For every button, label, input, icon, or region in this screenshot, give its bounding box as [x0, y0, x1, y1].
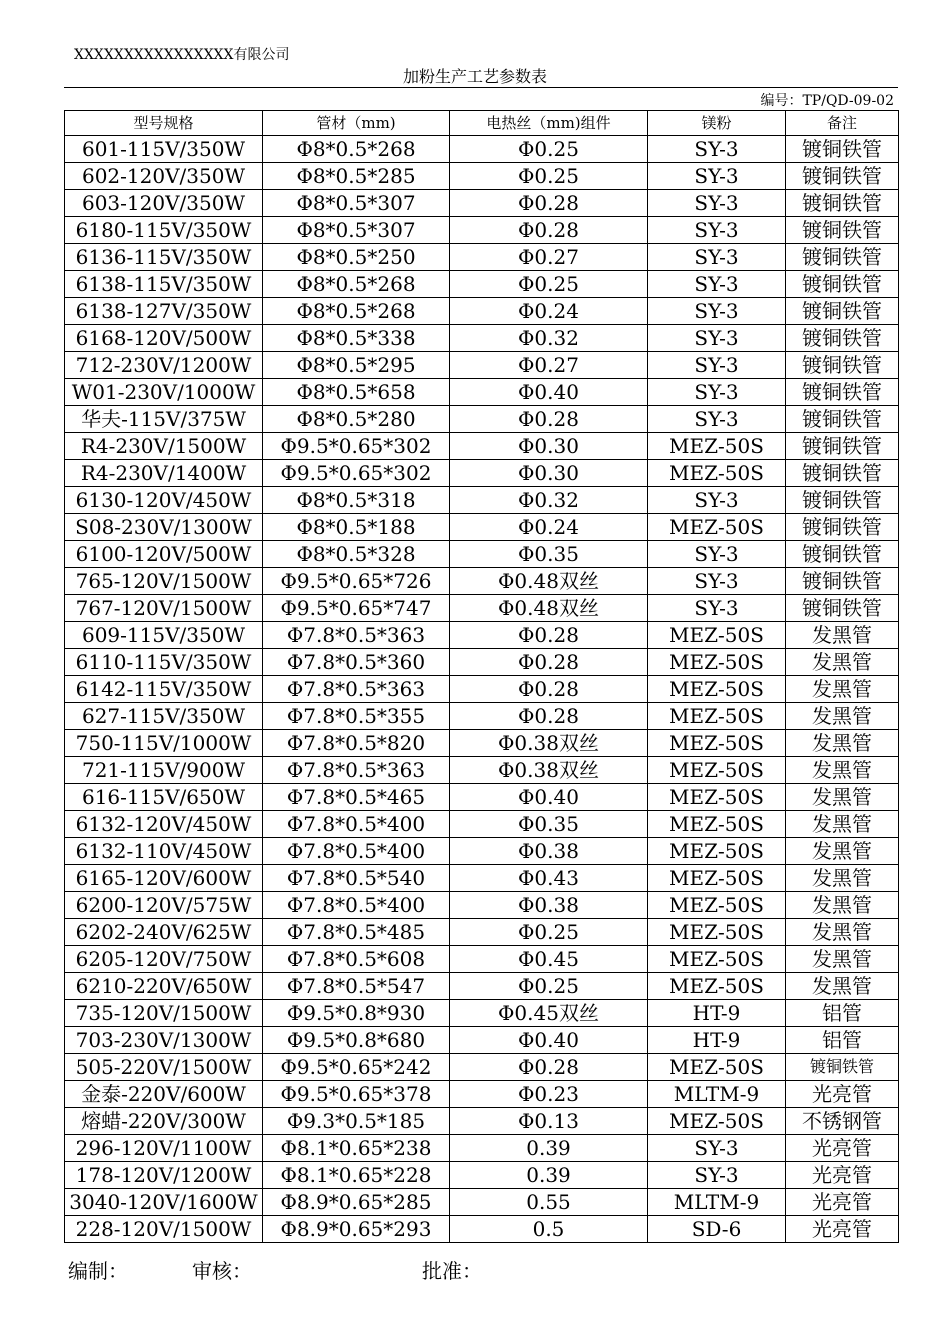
table-row — [65, 190, 899, 217]
heating-wire-cell: Φ0.13 — [450, 1108, 648, 1135]
model-spec-cell: W01-230V/1000W — [65, 379, 263, 406]
remarks-cell: 发黑管 — [786, 676, 899, 703]
remarks-cell: 镀铜铁管 — [786, 325, 899, 352]
model-spec-cell: 616-115V/650W — [65, 784, 263, 811]
model-spec-cell: 228-120V/1500W — [65, 1216, 263, 1243]
table-row — [65, 1189, 899, 1216]
heating-wire-cell: Φ0.28 — [450, 1054, 648, 1081]
tube-material-cell: Φ8*0.5*268 — [263, 298, 450, 325]
heating-wire-cell: Φ0.40 — [450, 784, 648, 811]
remarks-cell: 光亮管 — [786, 1081, 899, 1108]
tube-material-cell: Φ8*0.5*285 — [263, 163, 450, 190]
magnesium-powder-cell: SY-3 — [648, 244, 786, 271]
remarks-cell: 发黑管 — [786, 973, 899, 1000]
model-spec-cell: 750-115V/1000W — [65, 730, 263, 757]
table-row — [65, 973, 899, 1000]
remarks-cell: 发黑管 — [786, 919, 899, 946]
magnesium-powder-cell: MEZ-50S — [648, 514, 786, 541]
remarks-cell: 镀铜铁管 — [786, 406, 899, 433]
tube-material-cell: Φ8.9*0.65*293 — [263, 1216, 450, 1243]
remarks-cell: 发黑管 — [786, 622, 899, 649]
remarks-cell: 镀铜铁管 — [786, 595, 899, 622]
magnesium-powder-cell: SY-3 — [648, 487, 786, 514]
model-spec-cell: 6110-115V/350W — [65, 649, 263, 676]
table-row — [65, 352, 899, 379]
heating-wire-cell: Φ0.27 — [450, 352, 648, 379]
remarks-cell: 镀铜铁管 — [786, 379, 899, 406]
tube-material-cell: Φ7.8*0.5*485 — [263, 919, 450, 946]
table-row — [65, 595, 899, 622]
heating-wire-cell: Φ0.48双丝 — [450, 568, 648, 595]
heating-wire-cell: Φ0.40 — [450, 1027, 648, 1054]
tube-material-cell: Φ8*0.5*307 — [263, 217, 450, 244]
remarks-cell: 发黑管 — [786, 838, 899, 865]
remarks-cell: 光亮管 — [786, 1162, 899, 1189]
table-row — [65, 1054, 899, 1081]
model-spec-cell: 603-120V/350W — [65, 190, 263, 217]
table-row — [65, 163, 899, 190]
remarks-cell: 镀铜铁管 — [786, 433, 899, 460]
table-row — [65, 514, 899, 541]
model-spec-cell: 6138-115V/350W — [65, 271, 263, 298]
document-title: 加粉生产工艺参数表 — [402, 67, 547, 86]
magnesium-powder-cell: MEZ-50S — [648, 919, 786, 946]
table-row — [65, 487, 899, 514]
magnesium-powder-cell: SY-3 — [648, 541, 786, 568]
magnesium-powder-cell: MEZ-50S — [648, 676, 786, 703]
tube-material-cell: Φ8*0.5*280 — [263, 406, 450, 433]
heating-wire-cell: Φ0.25 — [450, 919, 648, 946]
model-spec-cell: 6136-115V/350W — [65, 244, 263, 271]
tube-material-cell: Φ9.3*0.5*185 — [263, 1108, 450, 1135]
model-spec-cell: 6132-110V/450W — [65, 838, 263, 865]
remarks-cell: 镀铜铁管 — [786, 217, 899, 244]
tube-material-cell: Φ8*0.5*295 — [263, 352, 450, 379]
magnesium-powder-cell: MEZ-50S — [648, 784, 786, 811]
magnesium-powder-cell: MEZ-50S — [648, 946, 786, 973]
heating-wire-cell: Φ0.23 — [450, 1081, 648, 1108]
remarks-cell: 不锈钢管 — [786, 1108, 899, 1135]
table-row — [65, 1216, 899, 1243]
remarks-cell: 发黑管 — [786, 811, 899, 838]
magnesium-powder-cell: SY-3 — [648, 271, 786, 298]
magnesium-powder-cell: SY-3 — [648, 190, 786, 217]
tube-material-cell: Φ7.8*0.5*363 — [263, 757, 450, 784]
remarks-cell: 镀铜铁管 — [786, 1054, 899, 1081]
heating-wire-cell: 0.55 — [450, 1189, 648, 1216]
model-spec-cell: 6132-120V/450W — [65, 811, 263, 838]
table-header-row — [65, 111, 899, 136]
tube-material-cell: Φ9.5*0.65*747 — [263, 595, 450, 622]
remarks-cell: 镀铜铁管 — [786, 136, 899, 163]
model-spec-cell: 6210-220V/650W — [65, 973, 263, 1000]
magnesium-powder-cell: SY-3 — [648, 595, 786, 622]
tube-material-cell: Φ7.8*0.5*608 — [263, 946, 450, 973]
magnesium-powder-cell: SY-3 — [648, 298, 786, 325]
magnesium-powder-cell: MEZ-50S — [648, 649, 786, 676]
model-spec-cell: R4-230V/1500W — [65, 433, 263, 460]
table-row — [65, 865, 899, 892]
model-spec-cell: 703-230V/1300W — [65, 1027, 263, 1054]
tube-material-cell: Φ8*0.5*658 — [263, 379, 450, 406]
company-name: XXXXXXXXXXXXXXXX有限公司 — [74, 47, 290, 63]
heating-wire-cell: Φ0.38双丝 — [450, 757, 648, 784]
model-spec-cell: 178-120V/1200W — [65, 1162, 263, 1189]
heating-wire-cell: Φ0.32 — [450, 487, 648, 514]
process-parameter-table — [64, 110, 899, 1243]
heating-wire-cell: Φ0.35 — [450, 541, 648, 568]
magnesium-powder-cell: SY-3 — [648, 352, 786, 379]
table-row — [65, 838, 899, 865]
header-heating-wire: 电热丝（mm)组件 — [450, 111, 648, 136]
heating-wire-cell: Φ0.24 — [450, 298, 648, 325]
magnesium-powder-cell: MEZ-50S — [648, 865, 786, 892]
tube-material-cell: Φ7.8*0.5*547 — [263, 973, 450, 1000]
table-row — [65, 892, 899, 919]
table-row — [65, 1081, 899, 1108]
magnesium-powder-cell: MEZ-50S — [648, 973, 786, 1000]
remarks-cell: 镀铜铁管 — [786, 541, 899, 568]
magnesium-powder-cell: MLTM-9 — [648, 1189, 786, 1216]
magnesium-powder-cell: MEZ-50S — [648, 838, 786, 865]
remarks-cell: 发黑管 — [786, 865, 899, 892]
heating-wire-cell: Φ0.24 — [450, 514, 648, 541]
magnesium-powder-cell: MEZ-50S — [648, 892, 786, 919]
table-row — [65, 676, 899, 703]
table-row — [65, 379, 899, 406]
model-spec-cell: 6205-120V/750W — [65, 946, 263, 973]
tube-material-cell: Φ7.8*0.5*540 — [263, 865, 450, 892]
table-row — [65, 622, 899, 649]
model-spec-cell: 609-115V/350W — [65, 622, 263, 649]
model-spec-cell: 华夫-115V/375W — [65, 406, 263, 433]
remarks-cell: 镀铜铁管 — [786, 487, 899, 514]
heating-wire-cell: Φ0.35 — [450, 811, 648, 838]
magnesium-powder-cell: SD-6 — [648, 1216, 786, 1243]
remarks-cell: 发黑管 — [786, 784, 899, 811]
tube-material-cell: Φ9.5*0.65*302 — [263, 433, 450, 460]
magnesium-powder-cell: MEZ-50S — [648, 433, 786, 460]
table-row — [65, 271, 899, 298]
magnesium-powder-cell: SY-3 — [648, 379, 786, 406]
table-row — [65, 325, 899, 352]
heating-wire-cell: Φ0.25 — [450, 973, 648, 1000]
heating-wire-cell: Φ0.43 — [450, 865, 648, 892]
table-row — [65, 568, 899, 595]
table-row — [65, 649, 899, 676]
table-row — [65, 217, 899, 244]
table-row — [65, 1162, 899, 1189]
footer-compiled-label: 编制： — [68, 1259, 128, 1283]
model-spec-cell: 金泰-220V/600W — [65, 1081, 263, 1108]
table-row — [65, 541, 899, 568]
heating-wire-cell: 0.5 — [450, 1216, 648, 1243]
model-spec-cell: 6200-120V/575W — [65, 892, 263, 919]
remarks-cell: 发黑管 — [786, 757, 899, 784]
model-spec-cell: 熔蜡-220V/300W — [65, 1108, 263, 1135]
heating-wire-cell: Φ0.38 — [450, 892, 648, 919]
tube-material-cell: Φ7.8*0.5*400 — [263, 838, 450, 865]
header-rule — [64, 87, 898, 88]
heating-wire-cell: Φ0.28 — [450, 676, 648, 703]
tube-material-cell: Φ7.8*0.5*355 — [263, 703, 450, 730]
tube-material-cell: Φ8*0.5*188 — [263, 514, 450, 541]
remarks-cell: 发黑管 — [786, 730, 899, 757]
model-spec-cell: 6165-120V/600W — [65, 865, 263, 892]
model-spec-cell: R4-230V/1400W — [65, 460, 263, 487]
tube-material-cell: Φ8*0.5*328 — [263, 541, 450, 568]
table-row — [65, 136, 899, 163]
tube-material-cell: Φ8.9*0.65*285 — [263, 1189, 450, 1216]
model-spec-cell: 6202-240V/625W — [65, 919, 263, 946]
heating-wire-cell: Φ0.28 — [450, 703, 648, 730]
remarks-cell: 镀铜铁管 — [786, 190, 899, 217]
remarks-cell: 镀铜铁管 — [786, 514, 899, 541]
magnesium-powder-cell: SY-3 — [648, 1135, 786, 1162]
footer-approved-label: 批准： — [422, 1259, 482, 1283]
table-row — [65, 460, 899, 487]
document-code: 编号：TP/QD-09-02 — [760, 93, 894, 109]
tube-material-cell: Φ8.1*0.65*228 — [263, 1162, 450, 1189]
heating-wire-cell: 0.39 — [450, 1135, 648, 1162]
magnesium-powder-cell: HT-9 — [648, 1000, 786, 1027]
table-row — [65, 784, 899, 811]
remarks-cell: 镀铜铁管 — [786, 163, 899, 190]
tube-material-cell: Φ8*0.5*250 — [263, 244, 450, 271]
heating-wire-cell: Φ0.30 — [450, 460, 648, 487]
magnesium-powder-cell: SY-3 — [648, 163, 786, 190]
header-model-spec: 型号规格 — [65, 111, 263, 136]
tube-material-cell: Φ9.5*0.65*302 — [263, 460, 450, 487]
magnesium-powder-cell: SY-3 — [648, 136, 786, 163]
heating-wire-cell: Φ0.38 — [450, 838, 648, 865]
remarks-cell: 铝管 — [786, 1000, 899, 1027]
footer-reviewed-label: 审核： — [192, 1259, 252, 1283]
model-spec-cell: 765-120V/1500W — [65, 568, 263, 595]
heating-wire-cell: 0.39 — [450, 1162, 648, 1189]
model-spec-cell: 712-230V/1200W — [65, 352, 263, 379]
magnesium-powder-cell: MEZ-50S — [648, 1054, 786, 1081]
heating-wire-cell: Φ0.30 — [450, 433, 648, 460]
magnesium-powder-cell: MEZ-50S — [648, 757, 786, 784]
tube-material-cell: Φ8*0.5*268 — [263, 136, 450, 163]
table-row — [65, 757, 899, 784]
table-row — [65, 1000, 899, 1027]
tube-material-cell: Φ7.8*0.5*400 — [263, 811, 450, 838]
magnesium-powder-cell: MEZ-50S — [648, 811, 786, 838]
heating-wire-cell: Φ0.45双丝 — [450, 1000, 648, 1027]
remarks-cell: 镀铜铁管 — [786, 271, 899, 298]
model-spec-cell: 6100-120V/500W — [65, 541, 263, 568]
magnesium-powder-cell: SY-3 — [648, 568, 786, 595]
magnesium-powder-cell: SY-3 — [648, 1162, 786, 1189]
heating-wire-cell: Φ0.28 — [450, 217, 648, 244]
heating-wire-cell: Φ0.27 — [450, 244, 648, 271]
tube-material-cell: Φ7.8*0.5*360 — [263, 649, 450, 676]
table-row — [65, 811, 899, 838]
heating-wire-cell: Φ0.25 — [450, 136, 648, 163]
table-row — [65, 1027, 899, 1054]
remarks-cell: 发黑管 — [786, 649, 899, 676]
table-row — [65, 433, 899, 460]
header-magnesium-powder: 镁粉 — [648, 111, 786, 136]
remarks-cell: 镀铜铁管 — [786, 568, 899, 595]
tube-material-cell: Φ9.5*0.65*378 — [263, 1081, 450, 1108]
header-remarks: 备注 — [786, 111, 899, 136]
tube-material-cell: Φ9.5*0.8*680 — [263, 1027, 450, 1054]
tube-material-cell: Φ8*0.5*318 — [263, 487, 450, 514]
tube-material-cell: Φ9.5*0.8*930 — [263, 1000, 450, 1027]
table-row — [65, 406, 899, 433]
remarks-cell: 镀铜铁管 — [786, 298, 899, 325]
magnesium-powder-cell: MEZ-50S — [648, 730, 786, 757]
tube-material-cell: Φ7.8*0.5*400 — [263, 892, 450, 919]
tube-material-cell: Φ7.8*0.5*363 — [263, 676, 450, 703]
table-row — [65, 946, 899, 973]
table-body — [65, 136, 899, 1243]
magnesium-powder-cell: SY-3 — [648, 406, 786, 433]
heating-wire-cell: Φ0.38双丝 — [450, 730, 648, 757]
remarks-cell: 光亮管 — [786, 1135, 899, 1162]
model-spec-cell: 735-120V/1500W — [65, 1000, 263, 1027]
model-spec-cell: 6168-120V/500W — [65, 325, 263, 352]
model-spec-cell: 505-220V/1500W — [65, 1054, 263, 1081]
table-row — [65, 1135, 899, 1162]
model-spec-cell: 6142-115V/350W — [65, 676, 263, 703]
tube-material-cell: Φ7.8*0.5*363 — [263, 622, 450, 649]
model-spec-cell: 3040-120V/1600W — [65, 1189, 263, 1216]
table-row — [65, 298, 899, 325]
model-spec-cell: 6130-120V/450W — [65, 487, 263, 514]
magnesium-powder-cell: SY-3 — [648, 217, 786, 244]
tube-material-cell: Φ9.5*0.65*242 — [263, 1054, 450, 1081]
table-row — [65, 244, 899, 271]
model-spec-cell: 767-120V/1500W — [65, 595, 263, 622]
heating-wire-cell: Φ0.25 — [450, 271, 648, 298]
magnesium-powder-cell: SY-3 — [648, 325, 786, 352]
magnesium-powder-cell: MEZ-50S — [648, 460, 786, 487]
magnesium-powder-cell: HT-9 — [648, 1027, 786, 1054]
heating-wire-cell: Φ0.40 — [450, 379, 648, 406]
remarks-cell: 镀铜铁管 — [786, 352, 899, 379]
tube-material-cell: Φ8*0.5*307 — [263, 190, 450, 217]
magnesium-powder-cell: MEZ-50S — [648, 622, 786, 649]
tube-material-cell: Φ7.8*0.5*465 — [263, 784, 450, 811]
heating-wire-cell: Φ0.28 — [450, 622, 648, 649]
heating-wire-cell: Φ0.48双丝 — [450, 595, 648, 622]
remarks-cell: 发黑管 — [786, 946, 899, 973]
table-row — [65, 1108, 899, 1135]
remarks-cell: 铝管 — [786, 1027, 899, 1054]
remarks-cell: 光亮管 — [786, 1216, 899, 1243]
heating-wire-cell: Φ0.45 — [450, 946, 648, 973]
model-spec-cell: 296-120V/1100W — [65, 1135, 263, 1162]
model-spec-cell: 6180-115V/350W — [65, 217, 263, 244]
table-row — [65, 919, 899, 946]
magnesium-powder-cell: MEZ-50S — [648, 703, 786, 730]
remarks-cell: 镀铜铁管 — [786, 244, 899, 271]
tube-material-cell: Φ8*0.5*338 — [263, 325, 450, 352]
model-spec-cell: 601-115V/350W — [65, 136, 263, 163]
tube-material-cell: Φ8*0.5*268 — [263, 271, 450, 298]
magnesium-powder-cell: MEZ-50S — [648, 1108, 786, 1135]
remarks-cell: 镀铜铁管 — [786, 460, 899, 487]
heating-wire-cell: Φ0.32 — [450, 325, 648, 352]
remarks-cell: 光亮管 — [786, 1189, 899, 1216]
model-spec-cell: 602-120V/350W — [65, 163, 263, 190]
magnesium-powder-cell: MLTM-9 — [648, 1081, 786, 1108]
model-spec-cell: 627-115V/350W — [65, 703, 263, 730]
remarks-cell: 发黑管 — [786, 892, 899, 919]
model-spec-cell: 6138-127V/350W — [65, 298, 263, 325]
remarks-cell: 发黑管 — [786, 703, 899, 730]
heating-wire-cell: Φ0.28 — [450, 190, 648, 217]
model-spec-cell: 721-115V/900W — [65, 757, 263, 784]
tube-material-cell: Φ9.5*0.65*726 — [263, 568, 450, 595]
heating-wire-cell: Φ0.28 — [450, 406, 648, 433]
tube-material-cell: Φ7.8*0.5*820 — [263, 730, 450, 757]
model-spec-cell: S08-230V/1300W — [65, 514, 263, 541]
table-row — [65, 730, 899, 757]
heating-wire-cell: Φ0.25 — [450, 163, 648, 190]
table-row — [65, 703, 899, 730]
header-tube-material: 管材（mm) — [263, 111, 450, 136]
tube-material-cell: Φ8.1*0.65*238 — [263, 1135, 450, 1162]
heating-wire-cell: Φ0.28 — [450, 649, 648, 676]
